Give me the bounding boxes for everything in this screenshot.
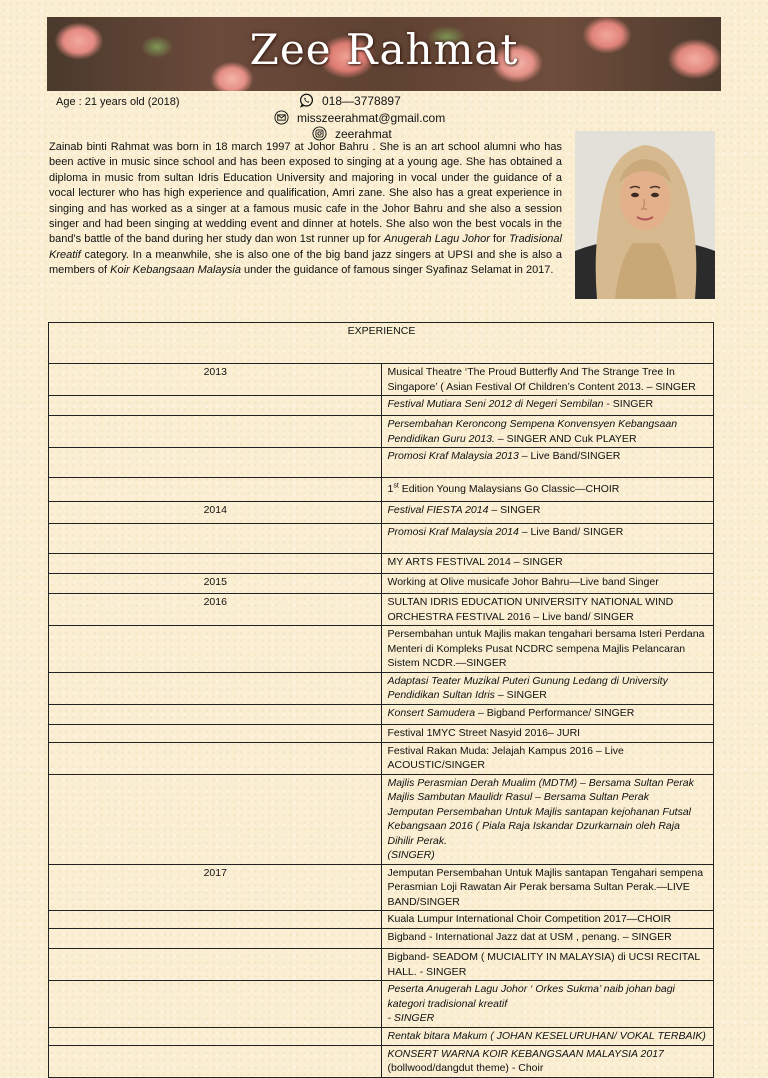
table-row xyxy=(49,416,714,448)
table-row xyxy=(49,524,714,554)
experience-title: Rentak bitara Makum ( JOHAN KESELURUHAN/ VOKAL TERBAIK) xyxy=(387,1029,706,1042)
experience-line: Peserta Anugerah Lagu Johor ‘ Orkes Sukma’ naib johan bagi kategori tradisional kreatif xyxy=(387,983,675,1010)
experience-entry xyxy=(381,929,714,949)
table-row xyxy=(49,949,714,981)
table-row xyxy=(49,864,714,911)
envelope-icon xyxy=(274,110,289,125)
experience-year xyxy=(49,929,382,949)
experience-entry xyxy=(381,448,714,478)
experience-title: Adaptasi Teater Muzikal Puteri Gunung Ledang di University Pendidikan Sultan Idris xyxy=(387,674,668,701)
instagram-icon xyxy=(312,126,327,141)
experience-year xyxy=(49,949,382,981)
contact-instagram xyxy=(312,126,392,141)
experience-line: (SINGER) xyxy=(387,849,435,861)
email-address[interactable]: misszeerahmat@gmail.com xyxy=(297,110,446,125)
experience-line: - SINGER xyxy=(387,1012,435,1024)
table-row xyxy=(49,502,714,524)
table-row xyxy=(49,594,714,626)
experience-line: Jemputan Persembahan Untuk Majlis santapan kejohanan Futsal Kebangsaan 2016 ( Piala Raja Iskandar Dzurkarnain oleh Raja Dihilir Perak. xyxy=(387,805,692,847)
experience-year xyxy=(49,981,382,1028)
experience-title: Working at Olive musicafe Johor Bahru—Live band Singer xyxy=(387,576,659,588)
experience-title: KONSERT WARNA KOIR KEBANGSAAN MALAYSIA 2017 xyxy=(387,1047,664,1060)
experience-role: – Live Band/SINGER xyxy=(518,450,621,462)
experience-line: Majlis Sambutan Maulidr Rasul – Bersama Sultan Perak xyxy=(387,791,649,803)
experience-title: Persembahan untuk Majlis makan tengahari bersama Isteri Perdana Menteri di Kompleks Pusat NCDRC sempena Majlis Pelancaran Sistem NCDR.—SINGER xyxy=(387,628,705,669)
experience-year xyxy=(49,774,382,864)
experience-entry xyxy=(381,626,714,673)
experience-title: Konsert Samudera xyxy=(387,706,476,719)
experience-year xyxy=(49,672,382,704)
profile-photo xyxy=(575,131,715,299)
experience-role: – SINGER xyxy=(494,689,547,701)
experience-table xyxy=(48,322,714,1078)
experience-year: 2013 xyxy=(49,364,382,396)
experience-title: MY ARTS FESTIVAL 2014 – SINGER xyxy=(387,556,563,568)
experience-year: 2016 xyxy=(49,594,382,626)
intro-text-for: for xyxy=(489,233,509,246)
intro-category: Tradisional Kreatif xyxy=(49,233,562,261)
intro-award-name: Anugerah Lagu Johor xyxy=(383,233,490,246)
table-row xyxy=(49,742,714,774)
experience-year xyxy=(49,1045,382,1077)
experience-entry xyxy=(381,478,714,502)
header-banner xyxy=(47,17,721,91)
experience-title: Festival FIESTA 2014 xyxy=(387,504,489,516)
experience-year xyxy=(49,1027,382,1045)
experience-entry xyxy=(381,416,714,448)
table-row xyxy=(49,981,714,1028)
resume-name-title: Zee Rahmat xyxy=(249,25,519,74)
table-row xyxy=(49,1027,714,1045)
experience-title: Festival Mutiara Seni 2012 di Negeri Sembilan xyxy=(387,398,604,410)
phone-number: 018—3778897 xyxy=(322,93,401,108)
experience-entry xyxy=(381,364,714,396)
experience-year xyxy=(49,911,382,929)
experience-entry xyxy=(381,742,714,774)
experience-year xyxy=(49,416,382,448)
table-row xyxy=(49,554,714,574)
experience-role: – Bigband Performance/ SINGER xyxy=(475,706,635,719)
experience-year: 2014 xyxy=(49,502,382,524)
table-row xyxy=(49,478,714,502)
experience-role: – SINGER xyxy=(488,504,541,516)
experience-entry xyxy=(381,981,714,1028)
experience-role: – Live Band/ SINGER xyxy=(518,526,624,538)
experience-title: Persembahan Keroncong Sempena Konvensyen Kebangsaan Pendidikan Guru 2013. xyxy=(387,418,678,445)
experience-year xyxy=(49,724,382,742)
experience-title: Musical Theatre ‘The Proud Butterfly And The Strange Tree In Singapore’ ( Asian Festival Of Children’s Content 2013. – SINGER xyxy=(387,366,696,393)
table-row xyxy=(49,929,714,949)
experience-year xyxy=(49,626,382,673)
experience-entry xyxy=(381,594,714,626)
experience-entry xyxy=(381,524,714,554)
experience-year xyxy=(49,478,382,502)
table-row xyxy=(49,672,714,704)
experience-title: Kuala Lumpur International Choir Competition 2017—CHOIR xyxy=(387,913,672,925)
table-row xyxy=(49,774,714,864)
intro-text-1: Zainab binti Rahmat was born in 18 march 1997 at Johor Bahru . She is an art school alumni who has been active in music since school and has been exposed to singing at a young age. She has obtained a diploma in music from sultan Idris Education University and majoring in vocal under the guidance of a vocal lecturer who has high experience and qualification, Amri zane. She also has a great experience in singing and has worked as a singer at a famous music cafe in the Johor Bahru and she also a session singer and had been singing at wedding event and dinner at hotels. She also won the best vocals in the band's battle of the band during her study dan won 1st runner up for xyxy=(49,141,562,246)
experience-entry xyxy=(381,1027,714,1045)
experience-line: Majlis Perasmian Derah Mualim (MDTM) – Bersama Sultan Perak xyxy=(387,776,694,789)
table-row xyxy=(49,704,714,724)
experience-role: – SINGER AND Cuk PLAYER xyxy=(494,432,637,445)
table-row xyxy=(49,574,714,594)
experience-entry xyxy=(381,704,714,724)
experience-entry xyxy=(381,864,714,911)
experience-year xyxy=(49,554,382,574)
experience-entry xyxy=(381,396,714,416)
intro-choir-name: Koir Kebangsaan Malaysia xyxy=(110,264,241,277)
experience-title: Festival Rakan Muda: Jelajah Kampus 2016 – Live ACOUSTIC/SINGER xyxy=(387,744,624,771)
table-header-row xyxy=(49,323,714,364)
table-row xyxy=(49,626,714,673)
table-row xyxy=(49,364,714,396)
experience-entry xyxy=(381,502,714,524)
experience-entry xyxy=(381,949,714,981)
experience-title: SULTAN IDRIS EDUCATION UNIVERSITY NATIONAL WIND ORCHESTRA FESTIVAL 2016 – Live band/ SINGER xyxy=(387,596,674,623)
table-row xyxy=(49,724,714,742)
contact-phone xyxy=(299,93,401,108)
experience-year: 2017 xyxy=(49,864,382,911)
intro-paragraph xyxy=(49,140,562,279)
table-row xyxy=(49,448,714,478)
experience-entry xyxy=(381,1045,714,1077)
whatsapp-icon xyxy=(299,93,314,108)
experience-entry xyxy=(381,574,714,594)
experience-entry xyxy=(381,554,714,574)
contact-email xyxy=(274,110,445,125)
experience-title: Promosi Kraf Malaysia 2013 xyxy=(387,450,519,462)
experience-role: - SINGER xyxy=(603,398,654,410)
intro-text-2: category. In a meanwhile, she is also one of the big band jazz singers at UPSI and she is also a members of xyxy=(49,248,562,277)
experience-entry xyxy=(381,724,714,742)
experience-title: Bigband - International Jazz dat at USM , penang. – SINGER xyxy=(387,931,672,943)
experience-year xyxy=(49,448,382,478)
table-row xyxy=(49,396,714,416)
age-text: Age : 21 years old (2018) xyxy=(56,96,180,108)
experience-entry xyxy=(381,672,714,704)
table-row xyxy=(49,1045,714,1077)
experience-year xyxy=(49,704,382,724)
experience-entry xyxy=(381,774,714,864)
experience-title: 1st Edition Young Malaysians Go Classic—CHOIR xyxy=(387,482,620,495)
experience-title: Jemputan Persembahan Untuk Majlis santapan Tengahari sempena Perasmian Loji Rawatan Air Perak bersama Sultan Perak.—LIVE BAND/SINGER xyxy=(387,866,704,908)
experience-title: Promosi Kraf Malaysia 2014 xyxy=(387,526,519,538)
table-row xyxy=(49,911,714,929)
experience-title: Festival 1MYC Street Nasyid 2016– JURI xyxy=(387,726,581,739)
experience-year xyxy=(49,396,382,416)
instagram-handle: zeerahmat xyxy=(335,126,392,141)
experience-entry xyxy=(381,911,714,929)
experience-title: Bigband- SEADOM ( MUCIALITY IN MALAYSIA) di UCSI RECITAL HALL. - SINGER xyxy=(387,951,700,978)
experience-heading: EXPERIENCE xyxy=(49,323,714,364)
intro-text-3: under the guidance of famous singer Syafinaz Selamat in 2017. xyxy=(241,264,554,277)
experience-year xyxy=(49,742,382,774)
experience-year: 2015 xyxy=(49,574,382,594)
experience-role: (bollwood/dangdut theme) - Choir xyxy=(387,1062,544,1074)
experience-year xyxy=(49,524,382,554)
